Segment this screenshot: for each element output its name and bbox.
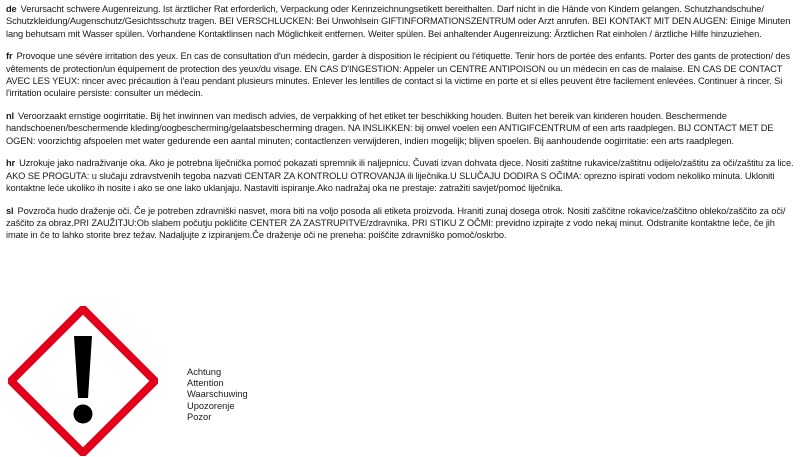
paragraph-text: Veroorzaakt ernstige oogirritatie. Bij het inwinnen van medisch advies, de verpakking of het etiket ter beschikking houden. Buiten het bereik van kinderen houden. Beschermende handschoenen/beschermende kleding/oogbescherming/gelaatsbescherming dragen. NA INSLIKKEN: bij onwel voelen een ANTIGIFCENTRUM of een arts raadplegen. BIJ CONTACT MET DE OGEN: voorzichtig afspoelen met water gedurende een aantal minuten; contactlenzen verwijderen, indien mogelijk; blijven spoelen. Bij aanhoudende oogirritatie: een arts raadplegen.: [6, 111, 774, 146]
paragraph-text: Provoque une sévère irritation des yeux. En cas de consultation d'un médecin, garder à disposition le récipient ou l'étiquette. Tenir hors de portée des enfants. Porter des gants de protection/ des vêtements de protection/un équipement de protection des yeux/du visage. EN CAS D'INGESTION: Appeler un CENTRE ANTIPOISON ou un médecin en cas de malaise. EN CAS DE CONTACT AVEC LES YEUX: rincer avec précaution à l'eau pendant plusieurs minutes. Enlever les lentilles de contact si la victime en porte et si elles peuvent être facilement enlevées. Continuer à rincer. Si l'irritation oculaire persiste: consulter un médecin.: [6, 51, 791, 99]
language-code: hr: [6, 158, 16, 169]
language-code: fr: [6, 51, 13, 62]
paragraph-hr: [6, 157, 796, 194]
language-code: de: [6, 4, 17, 14]
signal-word: Upozorenje: [187, 400, 235, 411]
paragraph-text: Uzrokuje jako nadraživanje oka. Ako je potrebna liječnička pomoć pokazati spremnik ili naljepnicu. Čuvati izvan dohvata djece. Nositi zaštitne rukavice/zaštitnu odijelo/zaštitu za oči/zaštitu za lice. AKO SE PROGUTA: u slučaju zdravstvenih tegoba nazvati CENTAR ZA KONTROLU OTROVANJA ili liječnika.U SLUČAJU DODIRA S OČIMA: oprezno ispirati vodom nekoliko minuta. Ukloniti kontaktne leće ukoliko ih nosite i ako se one lako uklanjaju. Nastaviti ispiranje.Ako nadražaj oka ne prestaje: zatražiti savjet/pomoć liječnika.: [6, 158, 794, 194]
signal-word: Waarschuwing: [187, 389, 248, 400]
language-code: nl: [6, 111, 15, 122]
paragraph-sl: [6, 205, 796, 242]
signal-word: Achtung: [187, 367, 222, 377]
signal-words: [187, 367, 248, 423]
paragraph-text: Verursacht schwere Augenreizung. Ist ärztlicher Rat erforderlich, Verpackung oder Kennzeichnungsetikett bereithalten. Darf nicht in die Hände von Kindern gelangen. Schutzhandschuhe/ Schutzkleidung/Augenschutz/Gesichtsschutz tragen. BEI VERSCHLUCKEN: Bei Unwohlsein GIFTINFORMATIONSZENTRUM oder Arzt anrufen. BEI KONTAKT MIT DEN AUGEN: Einige Minuten lang behutsam mit Wasser spülen. Vorhandene Kontaktlinsen nach Möglichkeit entfernen. Weiter spülen. Bei anhaltender Augenreizung: Ärztlichen Rat einholen / ärztliche Hilfe hinzuziehen.: [6, 4, 791, 39]
paragraph-de: [6, 3, 796, 40]
language-code: sl: [6, 205, 14, 216]
paragraph-text: Povzroča hudo draženje oči. Če je potreben zdravniški nasvet, mora biti na voljo posoda ali etiketa proizvoda. Hraniti zunaj dosega otrok. Nositi zaščitne rokavice/zaščitno obleko/zaščito za oči/ zaščito za obraz.PRI ZAUŽITJU:Ob slabem počutju pokličite CENTER ZA ZASTRUPITVE/zdravnika. PRI STIKU Z OČMI: previdno izpirajte z vodo nekaj minut. Odstranite kontaktne leče, če jih imate in če to lahko storite brez težav. Nadaljujte z izpiranjem.Če draženje oči ne preneha: poiščite zdravniško pomoč/oskrbo.: [6, 205, 786, 241]
paragraph-nl: [6, 110, 796, 147]
signal-word: Attention: [187, 378, 224, 389]
paragraph-fr: [6, 50, 796, 99]
signal-word: Pozor: [187, 411, 212, 422]
exclamation-mark-hazard-icon: [8, 306, 158, 456]
safety-text-block: [6, 3, 796, 252]
